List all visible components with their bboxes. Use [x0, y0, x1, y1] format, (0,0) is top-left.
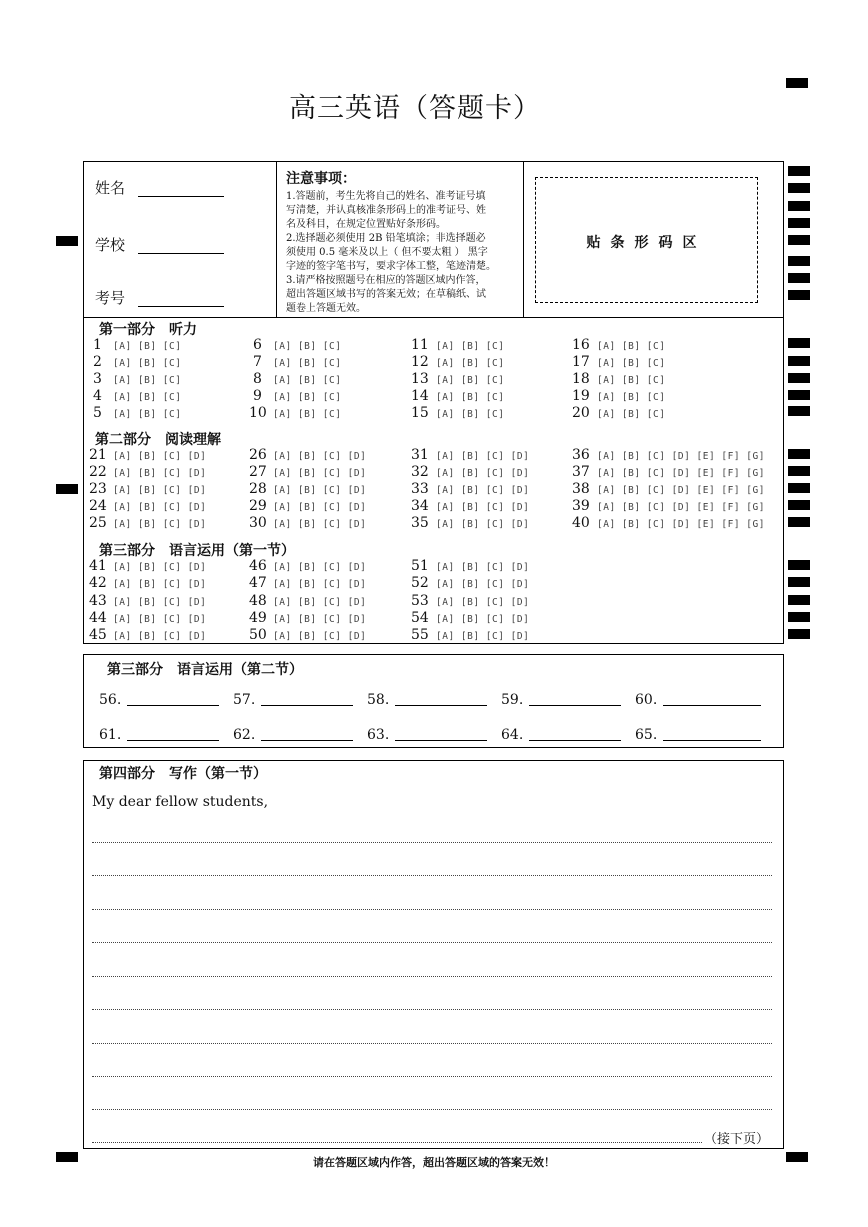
- answer-options[interactable]: [A] [B] [C] [D]: [436, 519, 530, 530]
- question-number: 48: [249, 593, 267, 609]
- question-row[interactable]: [572, 354, 665, 372]
- answer-options[interactable]: [A] [B] [C]: [436, 375, 505, 386]
- question-number: 44: [89, 610, 107, 626]
- answer-options[interactable]: [A] [B] [C] [D]: [273, 451, 367, 462]
- question-number: 27: [249, 464, 267, 480]
- answer-options[interactable]: [A] [B] [C]: [273, 375, 342, 386]
- question-row[interactable]: [89, 481, 206, 499]
- blank-number: 65.: [635, 727, 658, 743]
- question-row[interactable]: [411, 575, 529, 593]
- answer-options[interactable]: [A] [B] [C] [D]: [273, 485, 367, 496]
- question-number: 2: [93, 354, 102, 370]
- blank-number: 58.: [367, 692, 390, 708]
- question-row[interactable]: [411, 515, 529, 533]
- answer-options[interactable]: [A] [B] [C] [D]: [436, 579, 530, 590]
- writing-line[interactable]: [92, 842, 772, 843]
- timing-mark: [788, 201, 810, 211]
- question-number: 37: [572, 464, 590, 480]
- exam-no-field[interactable]: [95, 287, 224, 308]
- answer-options[interactable]: [A] [B] [C] [D]: [273, 579, 367, 590]
- notes-line: 须使用 0.5 毫米及以上（ 但不要太粗 ） 黑字: [286, 247, 488, 258]
- question-number: 53: [411, 593, 429, 609]
- timing-mark: [788, 406, 810, 416]
- answer-options[interactable]: [A] [B] [C] [D]: [436, 614, 530, 625]
- blank-number: 60.: [635, 692, 658, 708]
- question-row[interactable]: [89, 515, 206, 533]
- answer-options[interactable]: [A] [B] [C] [D]: [113, 597, 207, 608]
- answer-options[interactable]: [A] [B] [C] [D]: [273, 468, 367, 479]
- writing-line[interactable]: [92, 875, 772, 876]
- question-number: 40: [572, 515, 590, 531]
- answer-options[interactable]: [A] [B] [C] [D]: [436, 631, 530, 642]
- question-number: 21: [89, 447, 107, 463]
- name-field[interactable]: [95, 177, 224, 198]
- blank-field[interactable]: [367, 727, 487, 743]
- answer-options[interactable]: [A] [B] [C]: [273, 409, 342, 420]
- answer-options[interactable]: [A] [B] [C]: [436, 341, 505, 352]
- exam-no-label: 考号: [95, 289, 126, 307]
- blank-line[interactable]: [663, 740, 761, 741]
- timing-mark: [788, 466, 810, 476]
- answer-options[interactable]: [A] [B] [C]: [113, 375, 182, 386]
- question-number: 42: [89, 575, 107, 591]
- answer-options[interactable]: [A] [B] [C] [D]: [113, 579, 207, 590]
- answer-options[interactable]: [A] [B] [C] [D]: [436, 597, 530, 608]
- question-number: 12: [411, 354, 429, 370]
- question-number: 35: [411, 515, 429, 531]
- question-row[interactable]: [249, 610, 366, 628]
- continue-note: （接下页）: [704, 1132, 770, 1147]
- question-number: 19: [572, 388, 590, 404]
- answer-options[interactable]: [A] [B] [C] [D]: [113, 519, 207, 530]
- question-number: 55: [411, 627, 429, 643]
- blank-number: 56.: [99, 692, 122, 708]
- question-number: 34: [411, 498, 429, 514]
- timing-mark: [788, 256, 810, 266]
- question-row[interactable]: [249, 515, 366, 533]
- question-row[interactable]: [411, 388, 504, 406]
- question-row[interactable]: [572, 388, 665, 406]
- name-label: 姓名: [95, 179, 126, 197]
- answer-options[interactable]: [A] [B] [C]: [273, 341, 342, 352]
- writing-line[interactable]: [92, 1109, 772, 1110]
- timing-mark: [788, 356, 810, 366]
- answer-options[interactable]: [A] [B] [C] [D]: [113, 451, 207, 462]
- question-number: 46: [249, 558, 267, 574]
- question-row[interactable]: [93, 337, 181, 355]
- question-number: 15: [411, 405, 429, 421]
- answer-options[interactable]: [A] [B] [C]: [597, 409, 666, 420]
- timing-mark: [788, 235, 810, 245]
- question-number: 16: [572, 337, 590, 353]
- question-row[interactable]: [249, 575, 366, 593]
- blank-number: 64.: [501, 727, 524, 743]
- school-label: 学校: [95, 236, 126, 254]
- blank-line[interactable]: [127, 740, 219, 741]
- question-number: 4: [93, 388, 102, 404]
- question-row[interactable]: [93, 371, 181, 389]
- question-row[interactable]: [253, 388, 341, 406]
- answer-options[interactable]: [A] [B] [C] [D]: [436, 562, 530, 573]
- question-row[interactable]: [89, 575, 206, 593]
- notes-line: 2.选择题必须使用 2B 铅笔填涂；非选择题必: [286, 233, 486, 244]
- question-number: 7: [253, 354, 262, 370]
- question-number: 14: [411, 388, 429, 404]
- question-row[interactable]: [249, 405, 341, 423]
- question-row[interactable]: [89, 627, 206, 645]
- question-row[interactable]: [572, 371, 665, 389]
- question-number: 22: [89, 464, 107, 480]
- section-title-part3b: 第三部分 语言运用（第二节）: [107, 662, 303, 678]
- timing-mark: [788, 577, 810, 587]
- question-row[interactable]: [572, 337, 665, 355]
- writing-line[interactable]: [92, 909, 772, 910]
- question-row[interactable]: [572, 405, 665, 423]
- question-number: 38: [572, 481, 590, 497]
- answer-options[interactable]: [A] [B] [C] [D]: [113, 562, 207, 573]
- question-row[interactable]: [411, 447, 529, 465]
- blank-line[interactable]: [529, 740, 621, 741]
- timing-mark: [56, 236, 78, 246]
- answer-options[interactable]: [A] [B] [C] [D]: [273, 631, 367, 642]
- question-number: 6: [253, 337, 262, 353]
- notes-line: 写清楚，并认真核准条形码上的准考证号、姓: [286, 205, 486, 216]
- answer-options[interactable]: [A] [B] [C]: [597, 341, 666, 352]
- writing-line[interactable]: [92, 942, 772, 943]
- barcode-area[interactable]: [535, 177, 758, 303]
- answer-options[interactable]: [A] [B] [C] [D]: [273, 519, 367, 530]
- answer-options[interactable]: [A] [B] [C]: [113, 392, 182, 403]
- answer-options[interactable]: [A] [B] [C]: [273, 358, 342, 369]
- divider: [276, 161, 277, 318]
- question-row[interactable]: [253, 371, 341, 389]
- question-number: 36: [572, 447, 590, 463]
- question-row[interactable]: [249, 464, 366, 482]
- answer-options[interactable]: [A] [B] [C]: [113, 409, 182, 420]
- question-row[interactable]: [411, 337, 504, 355]
- question-row[interactable]: [411, 464, 529, 482]
- notes-line: 题卷上答题无效。: [286, 303, 366, 314]
- blank-field[interactable]: [233, 692, 353, 708]
- question-row[interactable]: [89, 498, 206, 516]
- question-row[interactable]: [572, 447, 765, 465]
- blank-field[interactable]: [501, 692, 621, 708]
- timing-mark: [788, 373, 810, 383]
- question-number: 41: [89, 558, 107, 574]
- answer-options[interactable]: [A] [B] [C]: [273, 392, 342, 403]
- question-row[interactable]: [253, 337, 341, 355]
- section-title-part2: 第二部分 阅读理解: [95, 432, 221, 448]
- question-number: 43: [89, 593, 107, 609]
- answer-options[interactable]: [A] [B] [C] [D] [E] [F] [G]: [597, 485, 765, 496]
- blank-line[interactable]: [261, 705, 353, 706]
- question-number: 52: [411, 575, 429, 591]
- answer-options[interactable]: [A] [B] [C]: [436, 358, 505, 369]
- question-number: 20: [572, 405, 590, 421]
- timing-mark: [788, 338, 810, 348]
- timing-mark: [788, 517, 810, 527]
- answer-options[interactable]: [A] [B] [C] [D]: [436, 451, 530, 462]
- question-row[interactable]: [249, 593, 366, 611]
- answer-options[interactable]: [A] [B] [C] [D]: [113, 468, 207, 479]
- blank-field[interactable]: [99, 692, 219, 708]
- timing-mark: [788, 218, 810, 228]
- question-row[interactable]: [89, 464, 206, 482]
- question-row[interactable]: [249, 447, 366, 465]
- question-row[interactable]: [89, 558, 206, 576]
- blank-line[interactable]: [127, 705, 219, 706]
- writing-line[interactable]: [92, 1142, 702, 1143]
- question-number: 31: [411, 447, 429, 463]
- notes-line: 超出答题区域书写的答案无效；在草稿纸、试: [286, 289, 486, 300]
- name-blank[interactable]: [138, 182, 224, 197]
- question-number: 10: [249, 405, 267, 421]
- question-row[interactable]: [411, 610, 529, 628]
- answer-options[interactable]: [A] [B] [C] [D] [E] [F] [G]: [597, 451, 765, 462]
- question-number: 50: [249, 627, 267, 643]
- question-row[interactable]: [249, 498, 366, 516]
- question-row[interactable]: [89, 447, 206, 465]
- question-row[interactable]: [249, 627, 366, 645]
- timing-mark: [788, 290, 810, 300]
- question-number: 1: [93, 337, 102, 353]
- question-number: 49: [249, 610, 267, 626]
- timing-mark: [788, 390, 810, 400]
- blank-field[interactable]: [367, 692, 487, 708]
- blank-number: 63.: [367, 727, 390, 743]
- blank-field[interactable]: [99, 727, 219, 743]
- timing-mark: [788, 595, 810, 605]
- blank-number: 59.: [501, 692, 524, 708]
- section-title-part3a: 第三部分 语言运用（第一节）: [99, 543, 295, 559]
- answer-options[interactable]: [A] [B] [C] [D]: [273, 614, 367, 625]
- blank-number: 57.: [233, 692, 256, 708]
- blank-field[interactable]: [501, 727, 621, 743]
- blank-number: 62.: [233, 727, 256, 743]
- question-row[interactable]: [411, 405, 504, 423]
- question-row[interactable]: [411, 481, 529, 499]
- blank-field[interactable]: [233, 727, 353, 743]
- question-number: 45: [89, 627, 107, 643]
- timing-mark: [788, 612, 810, 622]
- question-row[interactable]: [89, 593, 206, 611]
- writing-line[interactable]: [92, 1009, 772, 1010]
- timing-mark: [788, 629, 810, 639]
- timing-mark: [788, 183, 810, 193]
- answer-options[interactable]: [A] [B] [C]: [597, 375, 666, 386]
- answer-options[interactable]: [A] [B] [C]: [113, 358, 182, 369]
- question-row[interactable]: [411, 371, 504, 389]
- answer-options[interactable]: [A] [B] [C]: [113, 341, 182, 352]
- blank-field[interactable]: [635, 727, 761, 743]
- question-row[interactable]: [89, 610, 206, 628]
- blank-line[interactable]: [663, 705, 761, 706]
- question-number: 5: [93, 405, 102, 421]
- answer-options[interactable]: [A] [B] [C] [D]: [113, 631, 207, 642]
- answer-options[interactable]: [A] [B] [C] [D]: [436, 468, 530, 479]
- question-number: 25: [89, 515, 107, 531]
- writing-line[interactable]: [92, 1076, 772, 1077]
- question-number: 17: [572, 354, 590, 370]
- notes-title: 注意事项：: [286, 171, 356, 187]
- answer-options[interactable]: [A] [B] [C] [D]: [113, 614, 207, 625]
- answer-options[interactable]: [A] [B] [C] [D]: [113, 485, 207, 496]
- writing-salutation: My dear fellow students,: [92, 794, 269, 810]
- blank-line[interactable]: [529, 705, 621, 706]
- question-row[interactable]: [572, 464, 765, 482]
- timing-mark: [788, 500, 810, 510]
- timing-mark: [788, 449, 810, 459]
- answer-options[interactable]: [A] [B] [C] [D]: [273, 502, 367, 513]
- notes: [286, 168, 518, 316]
- school-blank[interactable]: [138, 239, 224, 254]
- notes-line: 字迹的签字笔书写，要求字体工整，笔迹清楚。: [286, 261, 496, 272]
- question-number: 47: [249, 575, 267, 591]
- section-title-part4: 第四部分 写作（第一节）: [99, 766, 267, 782]
- question-row[interactable]: [572, 481, 765, 499]
- footer-warning: 请在答题区域内作答，超出答题区域的答案无效！: [313, 1156, 555, 1169]
- answer-options[interactable]: [A] [B] [C] [D]: [436, 502, 530, 513]
- barcode-label: 贴条形码区: [586, 235, 707, 251]
- question-number: 32: [411, 464, 429, 480]
- school-field[interactable]: [95, 234, 224, 255]
- blank-line[interactable]: [261, 740, 353, 741]
- answer-options[interactable]: [A] [B] [C]: [597, 358, 666, 369]
- timing-mark: [788, 273, 810, 283]
- question-row[interactable]: [411, 354, 504, 372]
- question-number: 18: [572, 371, 590, 387]
- answer-options[interactable]: [A] [B] [C]: [597, 392, 666, 403]
- timing-mark: [788, 166, 810, 176]
- writing-line[interactable]: [92, 976, 772, 977]
- answer-options[interactable]: [A] [B] [C] [D] [E] [F] [G]: [597, 519, 765, 530]
- question-row[interactable]: [93, 354, 181, 372]
- question-number: 51: [411, 558, 429, 574]
- writing-line[interactable]: [92, 1043, 772, 1044]
- answer-box-writing: [83, 760, 784, 1149]
- timing-mark: [788, 560, 810, 570]
- question-number: 9: [253, 388, 262, 404]
- question-number: 23: [89, 481, 107, 497]
- answer-options[interactable]: [A] [B] [C] [D]: [436, 485, 530, 496]
- answer-options[interactable]: [A] [B] [C]: [436, 392, 505, 403]
- question-row[interactable]: [93, 388, 181, 406]
- answer-options[interactable]: [A] [B] [C] [D]: [113, 502, 207, 513]
- question-row[interactable]: [93, 405, 181, 423]
- notes-line: 名及科目，在规定位置贴好条形码。: [286, 219, 446, 230]
- blank-number: 61.: [99, 727, 122, 743]
- section-title-part1: 第一部分 听力: [99, 322, 197, 338]
- question-row[interactable]: [572, 515, 765, 533]
- page-title: 高三英语（答题卡）: [289, 93, 541, 124]
- question-number: 30: [249, 515, 267, 531]
- question-number: 24: [89, 498, 107, 514]
- question-number: 28: [249, 481, 267, 497]
- blank-line[interactable]: [395, 705, 487, 706]
- question-row[interactable]: [411, 627, 529, 645]
- question-number: 11: [411, 337, 429, 353]
- notes-line: 3.请严格按照题号在相应的答题区域内作答，: [286, 275, 486, 286]
- question-row[interactable]: [411, 498, 529, 516]
- blank-line[interactable]: [395, 740, 487, 741]
- question-number: 3: [93, 371, 102, 387]
- answer-options[interactable]: [A] [B] [C] [D] [E] [F] [G]: [597, 502, 765, 513]
- divider: [83, 317, 784, 318]
- blank-field[interactable]: [635, 692, 761, 708]
- question-row[interactable]: [253, 354, 341, 372]
- question-number: 8: [253, 371, 262, 387]
- divider: [523, 161, 524, 318]
- question-number: 39: [572, 498, 590, 514]
- question-row[interactable]: [411, 593, 529, 611]
- answer-options[interactable]: [A] [B] [C] [D]: [273, 562, 367, 573]
- question-number: 29: [249, 498, 267, 514]
- question-row[interactable]: [411, 558, 529, 576]
- notes-line: 1.答题前，考生先将自己的姓名、准考证号填: [286, 191, 486, 202]
- question-number: 33: [411, 481, 429, 497]
- question-row[interactable]: [249, 481, 366, 499]
- answer-options[interactable]: [A] [B] [C] [D]: [273, 597, 367, 608]
- question-row[interactable]: [249, 558, 366, 576]
- timing-mark: [56, 484, 78, 494]
- answer-options[interactable]: [A] [B] [C] [D] [E] [F] [G]: [597, 468, 765, 479]
- timing-mark: [788, 483, 810, 493]
- exam-no-blank[interactable]: [138, 292, 224, 307]
- question-number: 26: [249, 447, 267, 463]
- question-number: 54: [411, 610, 429, 626]
- question-number: 13: [411, 371, 429, 387]
- question-row[interactable]: [572, 498, 765, 516]
- answer-options[interactable]: [A] [B] [C]: [436, 409, 505, 420]
